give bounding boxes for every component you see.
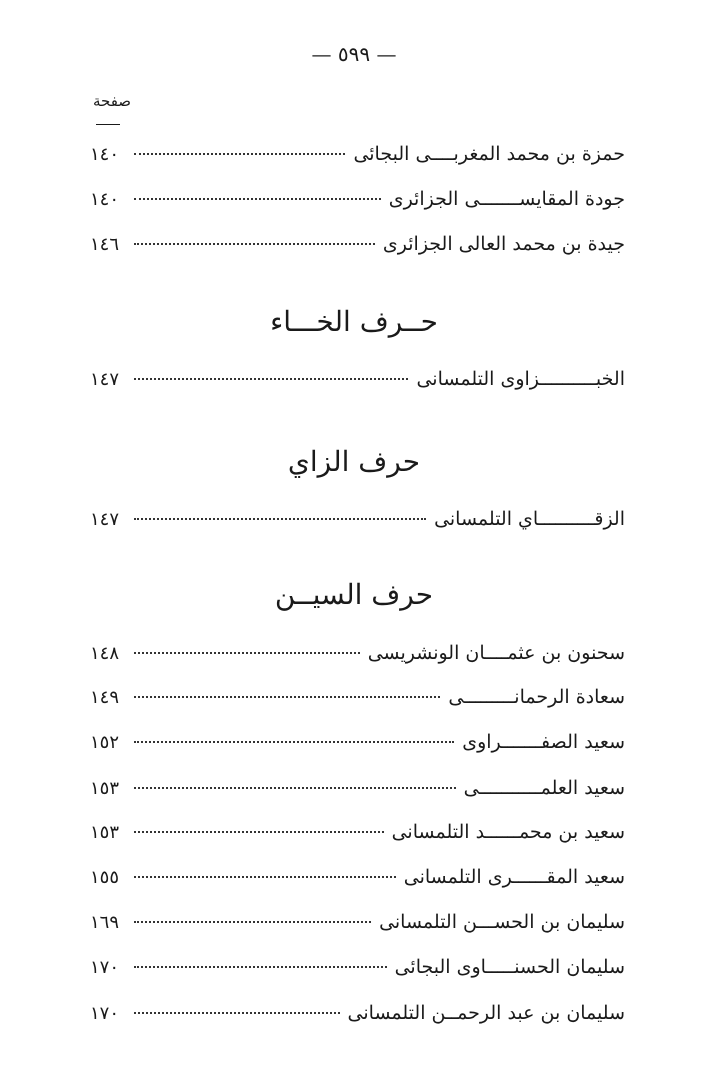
dot-leader [134,831,384,833]
dot-leader [134,153,345,155]
toc-entry [90,821,625,851]
entry-page-number: ١٤٧ [90,369,120,390]
section-heading: حرف الزاي [287,445,421,478]
toc-entry [90,956,625,986]
page-column-header: صفحة [92,92,132,110]
toc-entry [90,368,625,398]
toc-entry [90,731,625,761]
toc-entry [90,686,625,716]
entry-page-number: ١٤٠ [90,189,120,210]
dot-leader [134,876,396,878]
dot-leader [134,741,454,743]
dot-leader [134,198,381,200]
entry-page-number: ١٤٦ [90,234,120,255]
toc-entry [90,188,625,218]
toc-entry [90,508,625,538]
entry-name: سعيد العلمـــــــــــى [463,777,625,799]
entry-page-number: ١٤٠ [90,144,120,165]
entry-name: جودة المقايســـــــى الجزائرى [388,188,625,210]
entry-page-number: ١٤٨ [90,643,120,664]
entry-name: سعادة الرحمانـــــــــى [448,686,625,708]
dot-leader [134,921,371,923]
dot-leader [134,966,387,968]
toc-entry [90,233,625,263]
entry-name: سحنون بن عثمــــان الونشريسى [367,642,625,664]
entry-name: حمزة بن محمد المغربــــى البجائى [353,143,625,165]
dot-leader [134,696,440,698]
entry-page-number: ١٦٩ [90,912,120,933]
toc-entry [90,1002,625,1032]
dot-leader [134,787,456,789]
dot-leader [134,378,408,380]
entry-name: سليمان بن عبد الرحمــن التلمسانى [347,1002,625,1024]
entry-name: الخبــــــــــزاوى التلمسانى [416,368,625,390]
entry-name: الزقــــــــــاي التلمسانى [434,508,625,530]
toc-entry [90,777,625,807]
toc-entry [90,911,625,941]
entry-name: سليمان بن الحســـن التلمسانى [379,911,625,933]
section-heading: حرف السيــن [274,578,434,611]
toc-entry [90,642,625,672]
dot-leader [134,518,426,520]
toc-entry [90,143,625,173]
entry-name: سليمان الحسنـــــاوى البجائى [394,956,625,978]
entry-page-number: ١٧٠ [90,957,120,978]
entry-name: سعيد بن محمــــــد التلمسانى [391,821,625,843]
entry-name: سعيد المقــــــرى التلمسانى [403,866,625,888]
dot-leader [134,652,360,654]
toc-entry [90,866,625,896]
entry-page-number: ١٥٣ [90,778,120,799]
entry-name: سعيد الصفـــــــراوى [462,731,625,753]
dot-leader [134,243,375,245]
entry-name: جيدة بن محمد العالى الجزائرى [382,233,625,255]
section-heading: حــرف الخـــاء [270,305,438,338]
entry-page-number: ١٥٢ [90,732,120,753]
entry-page-number: ١٥٥ [90,867,120,888]
entry-page-number: ١٤٧ [90,509,120,530]
entry-page-number: ١٤٩ [90,687,120,708]
page-number: — ٥٩٩ — [311,42,397,66]
entry-page-number: ١٥٣ [90,822,120,843]
entry-page-number: ١٧٠ [90,1003,120,1024]
dot-leader [134,1012,340,1014]
